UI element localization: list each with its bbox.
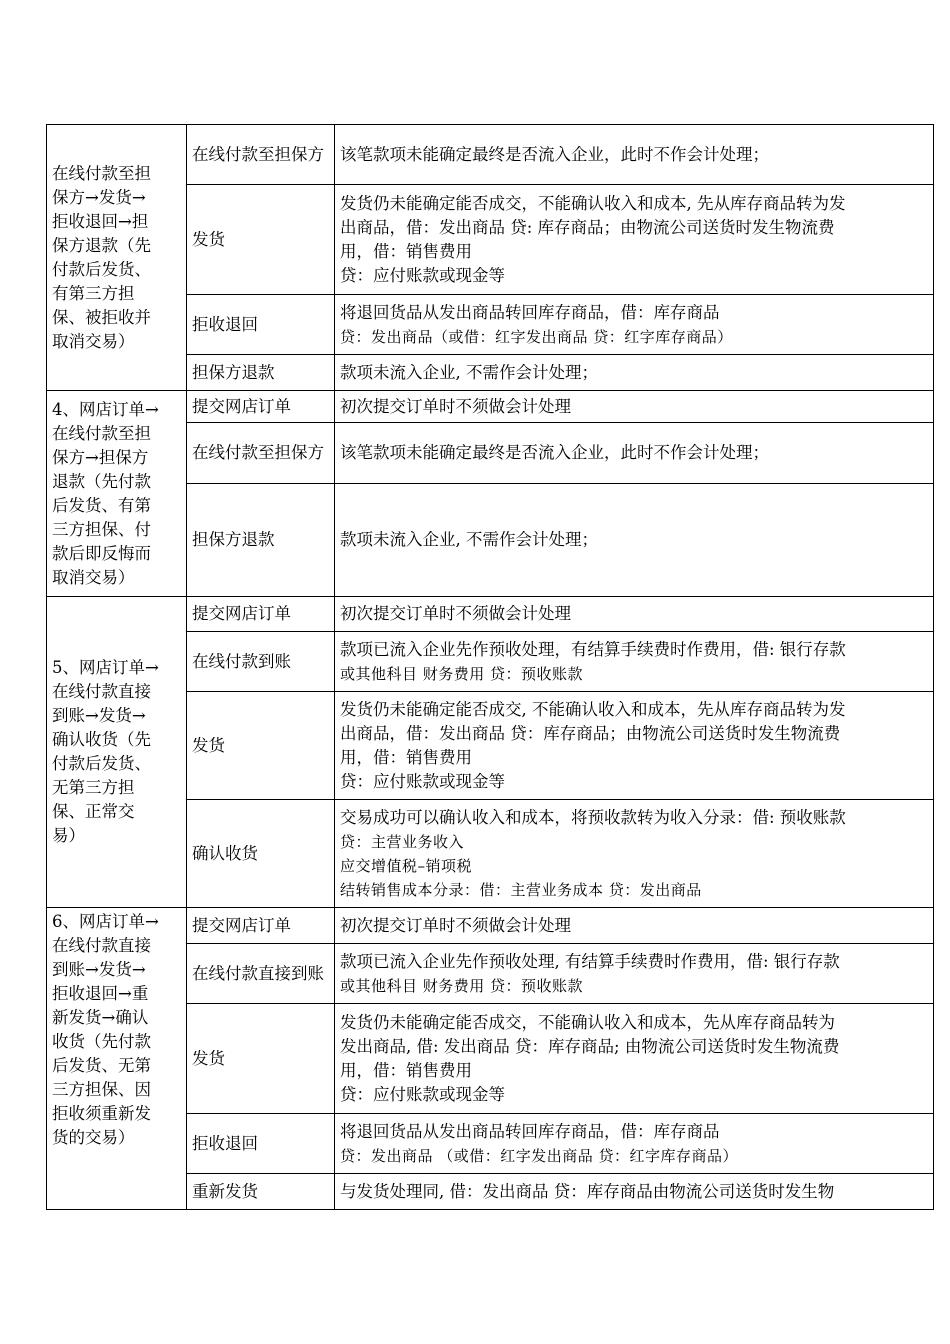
treatment-cell (335, 944, 934, 1004)
scenario-line: 拒收须重新发 (52, 1104, 151, 1123)
table-row (47, 125, 934, 185)
step-cell: 确认收货 (187, 800, 335, 908)
treatment-line: 交易成功可以确认收入和成本，将预收款转为收入分录：借: 预收账款 (340, 807, 846, 827)
step-cell: 拒收退回 (187, 295, 335, 355)
scenario-cell (47, 597, 187, 908)
scenario-line: 拒收退回→担 (52, 211, 149, 231)
treatment-line: 将退回货品从发出商品转回库存商品，借：库存商品 (340, 302, 720, 322)
scenario-line: 拒收退回→重 (52, 984, 149, 1003)
scenario-line: 取消交易） (52, 331, 135, 351)
treatment-line: 用，借：销售费用 (340, 241, 472, 261)
treatment-line: 与发货处理同, 借：发出商品 贷：库存商品由物流公司送货时发生物 (340, 1181, 835, 1201)
scenario-cell (47, 908, 187, 1210)
treatment-line: 出商品，借：发出商品 贷: 库存商品；由物流公司送货时发生物流费 (340, 217, 835, 237)
scenario-line: 保方退款（先 (52, 235, 151, 255)
step-cell: 担保方退款 (187, 355, 335, 391)
table-body (47, 125, 934, 1210)
treatment-cell (335, 423, 934, 484)
step-cell: 在线付款到账 (187, 632, 335, 692)
treatment-cell (335, 484, 934, 597)
treatment-line: 发货仍未能确定能否成交，不能确认收入和成本, 先从库存商品转为发 (340, 193, 846, 213)
scenario-line: 保方→担保方 (52, 447, 149, 467)
scenario-line: 保、被拒收并 (52, 307, 151, 327)
treatment-line: 或其他科目 财务费用 贷：预收账款 (340, 976, 584, 995)
treatment-line: 将退回货品从发出商品转回库存商品，借：库存商品 (340, 1121, 720, 1141)
scenario-line: 款后即反悔而 (52, 543, 151, 563)
treatment-line: 贷：主营业务收入 (340, 832, 465, 851)
scenario-line: 三方担保、因 (52, 1080, 151, 1099)
step-cell: 发货 (187, 1004, 335, 1114)
treatment-line: 应交增值税–销项税 (340, 856, 473, 875)
step-cell: 提交网店订单 (187, 908, 335, 944)
scenario-line: 货的交易） (52, 1128, 135, 1147)
scenario-cell (47, 125, 187, 391)
scenario-line: 6、网店订单→ (52, 912, 159, 931)
treatment-line: 发货仍未能确定能否成交，不能确认收入和成本，先从库存商品转为 (340, 1012, 835, 1032)
step-cell: 在线付款至担保方 (187, 125, 335, 185)
treatment-line: 贷：应付账款或现金等 (340, 1084, 505, 1104)
scenario-line: 收货（先付款 (52, 1032, 151, 1051)
scenario-line: 在线付款至担 (52, 163, 151, 183)
scenario-line: 三方担保、付 (52, 519, 151, 539)
treatment-line: 该笔款项未能确定最终是否流入企业，此时不作会计处理； (340, 144, 769, 164)
table-row (47, 908, 934, 944)
scenario-line: 在线付款直接 (52, 682, 151, 701)
table-row (47, 597, 934, 632)
treatment-cell (335, 1004, 934, 1114)
accounting-table (46, 124, 934, 1210)
step-cell: 担保方退款 (187, 484, 335, 597)
step-cell: 提交网店订单 (187, 391, 335, 423)
treatment-line: 发出商品, 借: 发出商品 贷：库存商品; 由物流公司送货时发生物流费 (340, 1036, 840, 1056)
treatment-line: 贷：应付账款或现金等 (340, 771, 505, 791)
step-cell: 拒收退回 (187, 1114, 335, 1174)
scenario-line: 4、网店订单→ (52, 399, 159, 419)
treatment-cell (335, 908, 934, 944)
step-cell: 发货 (187, 185, 335, 295)
treatment-line: 初次提交订单时不须做会计处理 (340, 396, 571, 416)
scenario-line: 新发货→确认 (52, 1008, 149, 1027)
treatment-line: 初次提交订单时不须做会计处理 (340, 604, 571, 623)
treatment-cell (335, 800, 934, 908)
treatment-cell (335, 185, 934, 295)
scenario-line: 在线付款直接 (52, 936, 151, 955)
scenario-line: 在线付款至担 (52, 423, 151, 443)
treatment-cell (335, 295, 934, 355)
treatment-cell (335, 1174, 934, 1210)
scenario-line: 5、网店订单→ (52, 658, 159, 677)
treatment-cell (335, 1114, 934, 1174)
treatment-line: 用，借：销售费用 (340, 1060, 472, 1080)
treatment-cell (335, 355, 934, 391)
treatment-line: 贷：发出商品（或借：红字发出商品 贷：红字库存商品） (340, 327, 733, 346)
step-cell: 在线付款至担保方 (187, 423, 335, 484)
scenario-line: 付款后发货、 (52, 754, 151, 773)
scenario-line: 后发货、有第 (52, 495, 151, 515)
scenario-line: 付款后发货、 (52, 259, 151, 279)
treatment-cell (335, 632, 934, 692)
treatment-line: 初次提交订单时不须做会计处理 (340, 915, 571, 935)
scenario-line: 取消交易） (52, 567, 135, 587)
table-row (47, 391, 934, 423)
step-cell: 在线付款直接到账 (187, 944, 335, 1004)
treatment-line: 款项已流入企业先作预收处理，有结算手续费时作费用，借: 银行存款 (340, 639, 846, 659)
treatment-line: 用，借：销售费用 (340, 747, 472, 767)
scenario-line: 保、正常交 (52, 802, 135, 821)
step-cell: 发货 (187, 692, 335, 800)
treatment-cell (335, 597, 934, 632)
treatment-cell (335, 391, 934, 423)
scenario-line: 无第三方担 (52, 778, 135, 797)
scenario-line: 退款（先付款 (52, 471, 151, 491)
treatment-line: 出商品，借：发出商品 贷：库存商品；由物流公司送货时发生物流费 (340, 723, 841, 743)
scenario-cell (47, 391, 187, 597)
step-cell: 重新发货 (187, 1174, 335, 1210)
treatment-line: 或其他科目 财务费用 贷：预收账款 (340, 664, 584, 683)
treatment-line: 款项未流入企业, 不需作会计处理； (340, 362, 598, 382)
scenario-line: 易） (52, 826, 85, 845)
scenario-line: 确认收货（先 (52, 730, 151, 749)
treatment-line: 结转销售成本分录：借：主营业务成本 贷：发出商品 (340, 880, 702, 899)
treatment-line: 贷：发出商品 （或借：红字发出商品 贷：红字库存商品） (340, 1146, 739, 1165)
scenario-line: 保方→发货→ (52, 187, 146, 207)
scenario-line: 有第三方担 (52, 283, 135, 303)
scenario-line: 到账→发货→ (52, 960, 146, 979)
scenario-line: 后发货、无第 (52, 1056, 151, 1075)
treatment-line: 贷：应付账款或现金等 (340, 265, 505, 285)
treatment-line: 发货仍未能确定能否成交, 不能确认收入和成本，先从库存商品转为发 (340, 699, 846, 719)
treatment-line: 款项未流入企业, 不需作会计处理； (340, 530, 598, 549)
treatment-cell (335, 692, 934, 800)
step-cell: 提交网店订单 (187, 597, 335, 632)
scenario-line: 到账→发货→ (52, 706, 146, 725)
treatment-line: 款项已流入企业先作预收处理, 有结算手续费时作费用，借: 银行存款 (340, 951, 840, 971)
treatment-line: 该笔款项未能确定最终是否流入企业，此时不作会计处理； (340, 443, 769, 462)
treatment-cell (335, 125, 934, 185)
